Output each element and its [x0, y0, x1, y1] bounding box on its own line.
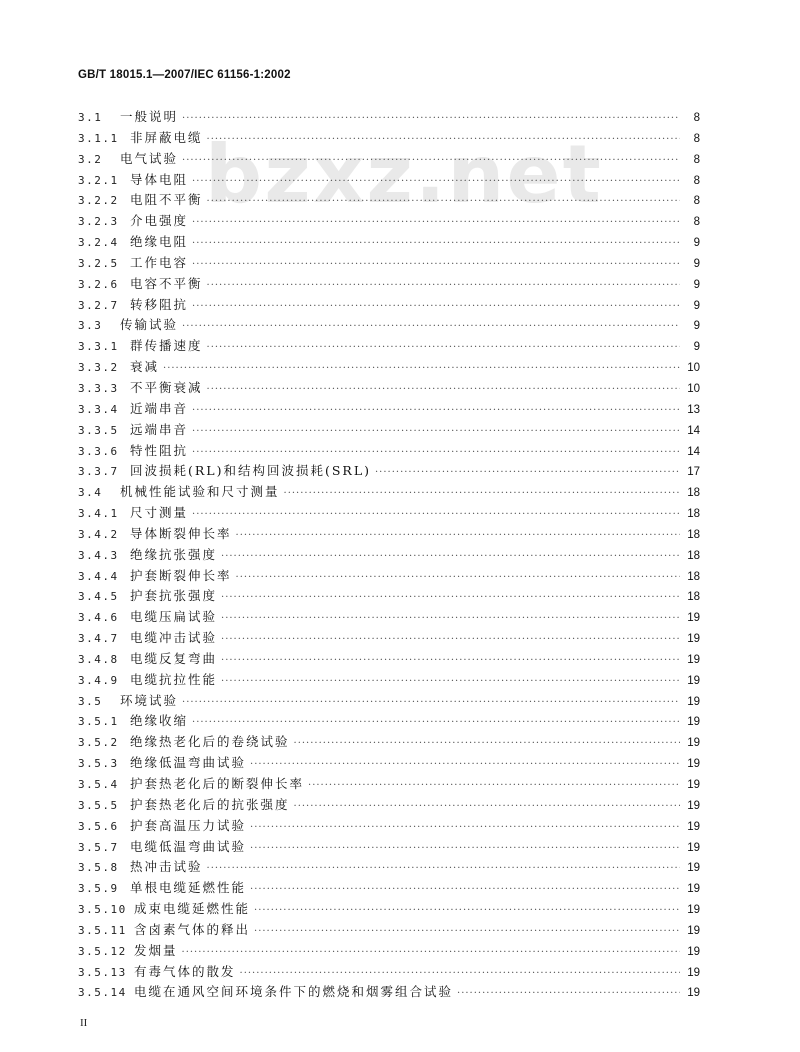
toc-entry	[78, 711, 700, 732]
watermark: bzxz.net	[205, 128, 603, 221]
toc-page-number: 19	[687, 841, 700, 854]
toc-page-number: 19	[687, 674, 700, 687]
toc-leader-dots	[254, 901, 680, 920]
toc-leader-dots	[250, 839, 680, 858]
toc-entry	[78, 670, 700, 691]
toc-page-number: 9	[693, 341, 700, 354]
toc-section-title: 电缆冲击试验	[130, 630, 218, 646]
toc-leader-dots	[221, 609, 680, 628]
toc-page-number: 18	[687, 487, 700, 500]
toc-section-title: 电缆低温弯曲试验	[130, 838, 247, 854]
toc-leader-dots	[236, 568, 680, 587]
toc-section-title: 工作电容	[130, 254, 189, 270]
toc-section-title: 成束电缆延燃性能	[134, 901, 251, 917]
page-header-standard-code: GB/T 18015.1—2007/IEC 61156-1:2002	[78, 69, 291, 81]
toc-page-number: 14	[687, 424, 700, 437]
toc-entry	[78, 691, 700, 712]
toc-leader-dots	[221, 630, 680, 649]
toc-section-title: 环境试验	[120, 692, 179, 708]
toc-section-title: 介电强度	[130, 213, 189, 229]
toc-section-title: 绝缘抗张强度	[130, 546, 218, 562]
toc-page-number: 19	[687, 653, 700, 666]
toc-entry	[78, 211, 700, 232]
toc-leader-dots	[221, 672, 680, 691]
toc-leader-dots	[192, 213, 680, 232]
toc-page-number: 17	[687, 466, 700, 479]
toc-section-number: 3.5.8	[78, 861, 119, 875]
toc-entry	[78, 315, 700, 336]
toc-entry	[78, 795, 700, 816]
toc-entry	[78, 357, 700, 378]
toc-section-number: 3.4	[78, 486, 103, 500]
toc-leader-dots	[221, 547, 680, 566]
toc-section-title: 发烟量	[134, 942, 178, 958]
toc-section-title: 护套抗张强度	[130, 588, 218, 604]
toc-leader-dots	[207, 859, 680, 878]
toc-section-title: 特性阻抗	[130, 442, 189, 458]
toc-section-title: 绝缘热老化后的卷绕试验	[130, 734, 290, 750]
toc-entry	[78, 232, 700, 253]
toc-leader-dots	[207, 380, 680, 399]
toc-leader-dots	[221, 651, 680, 670]
toc-entry	[78, 336, 700, 357]
toc-entry	[78, 128, 700, 149]
toc-leader-dots	[207, 338, 680, 357]
toc-section-title: 衰减	[130, 359, 160, 375]
toc-entry	[78, 441, 700, 462]
toc-page-number: 9	[693, 278, 700, 291]
toc-section-number: 3.5.11	[78, 923, 127, 937]
toc-section-title: 传输试验	[120, 317, 179, 333]
toc-page-number: 19	[687, 820, 700, 833]
toc-leader-dots	[182, 151, 680, 170]
toc-leader-dots	[182, 693, 680, 712]
toc-section-title: 非屏蔽电缆	[130, 129, 203, 145]
toc-leader-dots	[192, 172, 680, 191]
toc-section-number: 3.4.6	[78, 611, 119, 625]
toc-section-number: 3.5.5	[78, 798, 119, 812]
toc-leader-dots	[250, 818, 680, 837]
toc-page-number: 9	[693, 299, 700, 312]
toc-page-number: 9	[693, 257, 700, 270]
toc-section-title: 电缆压扁试验	[130, 609, 218, 625]
toc-leader-dots	[294, 734, 680, 753]
toc-section-number: 3.4.1	[78, 507, 119, 521]
toc-section-title: 护套高温压力试验	[130, 817, 247, 833]
toc-page-number: 19	[687, 758, 700, 771]
toc-section-title: 回波损耗(RL)和结构回波损耗(SRL)	[130, 463, 371, 479]
table-of-contents	[78, 107, 700, 1003]
toc-entry	[78, 524, 700, 545]
toc-leader-dots	[457, 984, 680, 1003]
toc-entry	[78, 274, 700, 295]
toc-entry	[78, 816, 700, 837]
toc-section-number: 3.2.4	[78, 236, 119, 250]
toc-section-number: 3.4.5	[78, 590, 119, 604]
toc-section-title: 电缆反复弯曲	[130, 650, 218, 666]
toc-section-title: 单根电缆延燃性能	[130, 880, 247, 896]
toc-section-number: 3.3.7	[78, 465, 119, 479]
toc-entry	[78, 732, 700, 753]
toc-page-number: 18	[687, 528, 700, 541]
toc-page-number: 8	[693, 153, 700, 166]
toc-entry	[78, 607, 700, 628]
toc-leader-dots	[192, 505, 680, 524]
toc-page-number: 18	[687, 591, 700, 604]
toc-page-number: 19	[687, 883, 700, 896]
toc-section-number: 3.4.8	[78, 652, 119, 666]
toc-page-number: 19	[687, 924, 700, 937]
toc-leader-dots	[163, 359, 680, 378]
toc-section-number: 3.5	[78, 694, 103, 708]
toc-page-number: 19	[687, 737, 700, 750]
toc-entry	[78, 586, 700, 607]
toc-page-number: 19	[687, 779, 700, 791]
toc-section-title: 近端串音	[130, 400, 189, 416]
toc-section-title: 电缆在通风空间环境条件下的燃烧和烟雾组合试验	[134, 984, 454, 1000]
toc-entry	[78, 107, 700, 128]
toc-page-number: 9	[693, 237, 700, 250]
toc-section-number: 3.3.4	[78, 402, 119, 416]
toc-page-number: 13	[687, 403, 700, 416]
toc-section-title: 导体电阻	[130, 171, 189, 187]
toc-page-number: 19	[687, 862, 700, 875]
toc-section-number: 3.4.3	[78, 548, 119, 562]
toc-entry	[78, 774, 700, 795]
toc-section-number: 3.5.6	[78, 819, 119, 833]
toc-section-number: 3.3.1	[78, 340, 119, 354]
toc-section-title: 电缆抗拉性能	[130, 671, 218, 687]
toc-section-number: 3.5.12	[78, 944, 127, 958]
toc-leader-dots	[182, 109, 680, 128]
toc-leader-dots	[192, 401, 680, 420]
toc-leader-dots	[207, 192, 680, 211]
toc-section-title: 一般说明	[120, 109, 179, 124]
toc-section-number: 3.2.3	[78, 215, 119, 229]
page-number: II	[80, 1017, 88, 1029]
toc-section-number: 3.3.6	[78, 444, 119, 458]
toc-section-number: 3.1	[78, 111, 103, 124]
toc-section-title: 护套断裂伸长率	[130, 567, 232, 583]
toc-entry	[78, 941, 700, 962]
toc-entry	[78, 420, 700, 441]
toc-section-number: 3.5.2	[78, 736, 119, 750]
toc-page-number: 14	[687, 445, 700, 458]
toc-leader-dots	[192, 443, 680, 462]
toc-leader-dots	[284, 484, 680, 503]
toc-leader-dots	[192, 422, 680, 441]
toc-page-number: 10	[687, 362, 700, 375]
toc-entry	[78, 878, 700, 899]
toc-entry	[78, 461, 700, 482]
toc-section-number: 3.5.3	[78, 757, 119, 771]
toc-leader-dots	[182, 943, 680, 962]
toc-entry	[78, 837, 700, 858]
toc-section-number: 3.5.10	[78, 903, 127, 917]
toc-section-title: 群传播速度	[130, 338, 203, 354]
toc-page-number: 8	[693, 132, 700, 145]
toc-leader-dots	[192, 255, 680, 274]
toc-section-number: 3.5.1	[78, 715, 119, 729]
toc-leader-dots	[308, 776, 680, 795]
toc-leader-dots	[236, 526, 680, 545]
toc-section-title: 护套热老化后的抗张强度	[130, 796, 290, 812]
toc-entry	[78, 628, 700, 649]
toc-section-title: 导体断裂伸长率	[130, 525, 232, 541]
toc-entry	[78, 649, 700, 670]
toc-section-title: 机械性能试验和尺寸测量	[120, 484, 280, 500]
toc-entry	[78, 920, 700, 941]
toc-leader-dots	[250, 880, 680, 899]
toc-section-number: 3.3	[78, 319, 103, 333]
toc-entry	[78, 482, 700, 503]
toc-entry	[78, 190, 700, 211]
toc-entry	[78, 378, 700, 399]
toc-section-number: 3.1.1	[78, 131, 119, 145]
toc-section-number: 3.4.9	[78, 673, 119, 687]
toc-entry	[78, 753, 700, 774]
toc-leader-dots	[182, 317, 680, 336]
toc-entry	[78, 295, 700, 316]
toc-section-title: 远端串音	[130, 421, 189, 437]
toc-section-title: 含卤素气体的释出	[134, 921, 251, 937]
toc-section-number: 3.5.4	[78, 778, 119, 791]
toc-page-number: 19	[687, 904, 700, 917]
toc-section-number: 3.5.14	[78, 986, 127, 1000]
toc-page-number: 18	[687, 508, 700, 521]
toc-section-title: 电阻不平衡	[130, 192, 203, 208]
toc-section-number: 3.2.6	[78, 277, 119, 291]
toc-page-number: 19	[687, 716, 700, 729]
toc-section-title: 绝缘电阻	[130, 234, 189, 250]
toc-section-number: 3.2.1	[78, 173, 119, 187]
toc-section-number: 3.2.7	[78, 298, 119, 312]
toc-section-number: 3.3.2	[78, 361, 119, 375]
toc-leader-dots	[192, 234, 680, 253]
toc-entry	[78, 170, 700, 191]
toc-section-number: 3.2.5	[78, 256, 119, 270]
toc-section-number: 3.5.13	[78, 965, 127, 979]
toc-page-number: 19	[687, 987, 700, 1000]
toc-section-number: 3.3.3	[78, 381, 119, 395]
toc-section-title: 不平衡衰减	[130, 379, 203, 395]
toc-entry	[78, 399, 700, 420]
toc-entry	[78, 503, 700, 524]
toc-section-title: 电容不平衡	[130, 275, 203, 291]
toc-section-title: 有毒气体的散发	[134, 963, 236, 979]
toc-leader-dots	[254, 922, 680, 941]
toc-page-number: 18	[687, 549, 700, 562]
toc-page-number: 8	[693, 195, 700, 208]
toc-section-title: 护套热老化后的断裂伸长率	[130, 776, 305, 791]
toc-entry	[78, 899, 700, 920]
toc-leader-dots	[375, 463, 680, 482]
toc-section-title: 电气试验	[120, 150, 179, 166]
toc-page-number: 8	[693, 112, 700, 124]
toc-entry	[78, 566, 700, 587]
toc-page-number: 9	[693, 320, 700, 333]
toc-section-title: 转移阻抗	[130, 296, 189, 312]
toc-leader-dots	[250, 755, 680, 774]
toc-page-number: 8	[693, 174, 700, 187]
toc-leader-dots	[192, 297, 680, 316]
toc-page-number: 8	[693, 216, 700, 229]
toc-section-title: 绝缘低温弯曲试验	[130, 755, 247, 771]
toc-entry	[78, 149, 700, 170]
toc-page-number: 10	[687, 382, 700, 395]
toc-section-number: 3.2	[78, 152, 103, 166]
toc-page-number: 19	[687, 695, 700, 708]
toc-page-number: 19	[687, 966, 700, 979]
toc-page-number: 19	[687, 633, 700, 646]
toc-entry	[78, 253, 700, 274]
toc-section-title: 绝缘收缩	[130, 713, 189, 729]
toc-section-number: 3.4.2	[78, 527, 119, 541]
toc-leader-dots	[221, 588, 680, 607]
toc-page-number: 19	[687, 945, 700, 958]
toc-section-title: 热冲击试验	[130, 859, 203, 875]
toc-entry	[78, 857, 700, 878]
toc-leader-dots	[294, 797, 680, 816]
toc-section-number: 3.5.7	[78, 840, 119, 854]
toc-page-number: 18	[687, 570, 700, 583]
toc-leader-dots	[192, 713, 680, 732]
toc-section-number: 3.4.4	[78, 569, 119, 583]
toc-section-number: 3.2.2	[78, 194, 119, 208]
toc-section-number: 3.3.5	[78, 423, 119, 437]
toc-leader-dots	[240, 964, 680, 983]
toc-entry	[78, 962, 700, 983]
toc-section-title: 尺寸测量	[130, 505, 189, 521]
toc-section-number: 3.5.9	[78, 882, 119, 896]
toc-page-number: 19	[687, 612, 700, 625]
toc-entry	[78, 982, 700, 1003]
toc-leader-dots	[207, 130, 680, 149]
toc-section-number: 3.4.7	[78, 632, 119, 646]
toc-page-number: 19	[687, 799, 700, 812]
toc-leader-dots	[207, 276, 680, 295]
toc-entry	[78, 545, 700, 566]
